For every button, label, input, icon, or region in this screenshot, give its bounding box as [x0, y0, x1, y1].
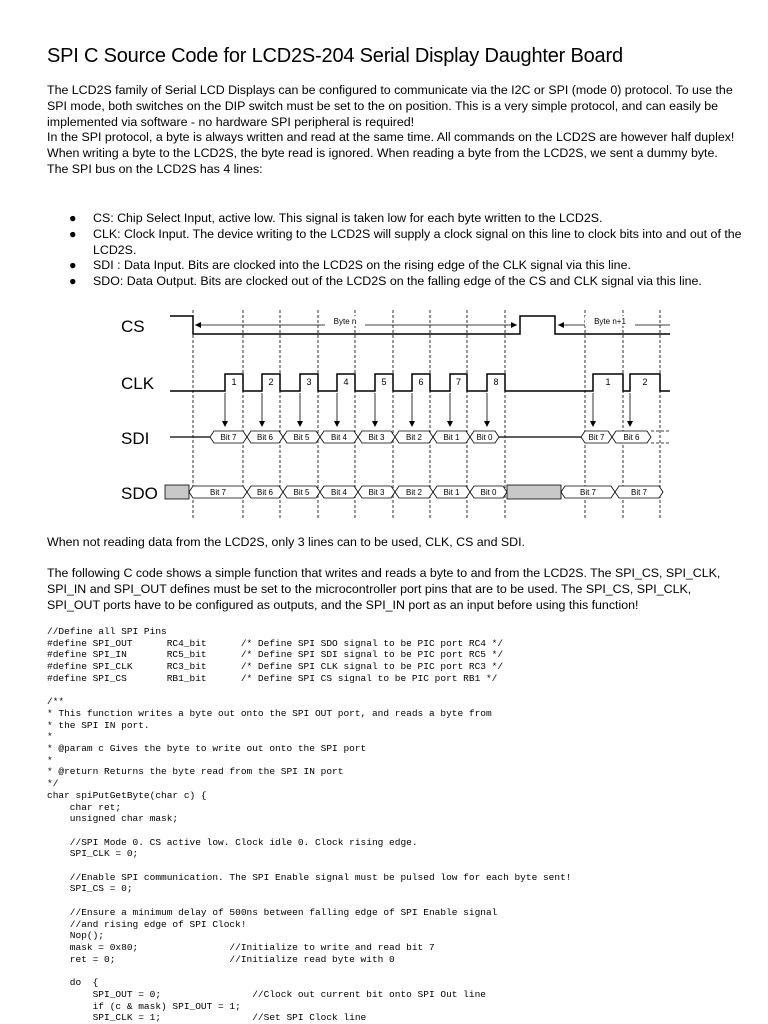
- sdo-bit-cell-label: Bit 6: [256, 488, 274, 497]
- sample-arrowhead: [590, 421, 596, 427]
- bullet-icon: ●: [69, 258, 77, 273]
- sdo-bit-cell-label: Bit 3: [368, 488, 385, 497]
- sdo-hiz-region: [507, 485, 561, 499]
- sdi-bit-cell-label: Bit 6: [256, 433, 274, 442]
- sdo-bit-cell-label: Bit 5: [293, 488, 310, 497]
- byte-n-label: Byte n: [333, 317, 357, 326]
- clock-number: 7: [455, 377, 462, 387]
- sdi-bit-cell-label: Bit 2: [405, 433, 423, 442]
- intro-paragraph-3: The SPI bus on the LCD2S has 4 lines:: [47, 161, 263, 176]
- clock-number: 4: [343, 377, 349, 387]
- sdi-bit-cell-label: Bit 0: [476, 433, 493, 442]
- byte-n1-label: Byte n+1: [594, 317, 626, 326]
- sample-arrowhead: [627, 421, 633, 427]
- list-item-text: SDO: Data Output. Bits are clocked out of the LCD2S on the falling edge of the CS and CLK signal via this line.: [93, 274, 702, 289]
- byte-n1-arrow: [558, 322, 564, 328]
- sample-arrowhead: [222, 421, 228, 427]
- sample-arrowhead: [297, 421, 303, 427]
- list-item: [47, 211, 747, 227]
- clock-number: 3: [306, 377, 312, 387]
- sdo-bit-cell-label: Bit 7: [209, 488, 227, 497]
- clock-number: 8: [493, 377, 499, 387]
- spi-lines-list: [47, 211, 747, 290]
- clock-number: 6: [418, 377, 424, 387]
- clock-number: 5: [381, 377, 387, 387]
- sdi-next-bit-cell-label: Bit 7: [588, 433, 605, 442]
- clock-number: 1: [231, 377, 237, 387]
- bullet-icon: ●: [69, 211, 77, 225]
- sdi-bit-cell-label: Bit 1: [443, 433, 460, 442]
- sdi-bit-cell-label: Bit 3: [368, 433, 385, 442]
- sample-arrowhead: [334, 421, 340, 427]
- code-listing: //Define all SPI Pins #define SPI_OUT RC4_bit /* Define SPI SDO signal to be PIC port RC4 */ #define SPI_IN RC5_bit /* Define SPI SDI signal to be PIC port RC5 */ #define SPI_CLK RC3_bit /* Define SPI CLK signal to be PIC port RC3 */ #define SPI_CS RB1_bit /* Define SPI CS signal to be PIC port RB1 */ /** * This function writes a byte out onto the SPI OUT port, and reads a byte from * the SPI IN port. * * @param c Gives the byte to write out onto the SPI port * * @return Returns the byte read from the SPI IN port */ char spiPutGetByte(char c) { char ret; unsigned char mask; //SPI Mode 0. CS active low. Clock idle 0. Clock rising edge. SPI_CLK = 0; //Enable SPI communication. The SPI Enable signal must be pulsed low for each byte sent! SPI_CS = 0; //Ensure a minimum delay of 500ns between falling edge of SPI Enable signal //and rising edge of SPI Clock! Nop(); mask = 0x80; //Initialize to write and read bit 7 ret = 0; //Initialize read byte with 0 do { SPI_OUT = 0; //Clock out current bit onto SPI Out line if (c & mask) SPI_OUT = 1; SPI_CLK = 1; //Set SPI Clock line: [47, 626, 572, 1024]
- sample-arrowhead: [409, 421, 415, 427]
- list-item: [47, 274, 747, 290]
- signal-label-cs: CS: [121, 317, 145, 336]
- spi-timing-diagram: [115, 308, 670, 523]
- bullet-icon: ●: [69, 226, 77, 241]
- three-lines-paragraph: When not reading data from the LCD2S, only 3 lines can to be used, CLK, CS and SDI.: [47, 535, 525, 549]
- sdo-bit-cell-label: Bit 1: [443, 488, 460, 497]
- sdo-bit-cell-label: Bit 0: [480, 488, 497, 497]
- clock-number: 2: [642, 377, 648, 387]
- intro-paragraph-2: In the SPI protocol, a byte is always written and read at the same time. All commands on the LCD2S are however half duplex! When writing a byte to the LCD2S, the byte read is ignored. When reading a byte from the LCD2S, we sent a dummy byte.: [47, 130, 735, 161]
- sdo-bit-cell-label: Bit 2: [405, 488, 423, 497]
- intro-paragraph-1: The LCD2S family of Serial LCD Displays can be configured to communicate via the I2C or SPI (mode 0) protocol. To use the SPI mode, both switches on the DIP switch must be set to the on position. This is a very simple protocol, and can easily be implemented via software - no hardware SPI peripheral is required!: [47, 83, 733, 129]
- clock-number: 1: [605, 377, 611, 387]
- sdi-next-bit-cell-label: Bit 6: [623, 433, 640, 442]
- sdo-hiz-region: [165, 485, 189, 499]
- list-item: [47, 227, 747, 259]
- bullet-icon: ●: [69, 274, 77, 289]
- list-item-text: SDI : Data Input. Bits are clocked into the LCD2S on the rising edge of the CLK signal via this line.: [93, 258, 631, 273]
- function-description-paragraph: The following C code shows a simple function that writes and reads a byte to and from the LCD2S. The SPI_CS, SPI_CLK, SPI_IN and SPI_OUT defines must be set to the microcontroller port pins that are to be used. The SPI_CS, SPI_CLK, SPI_OUT ports have to be configured as outputs, and the SPI_IN port as an input before using this function!: [47, 566, 721, 612]
- sdi-bit-cell-label: Bit 7: [220, 433, 237, 442]
- clock-number: 2: [268, 377, 274, 387]
- sample-arrowhead: [259, 421, 265, 427]
- sdi-bit-cell-label: Bit 4: [330, 433, 348, 442]
- signal-label-clk: CLK: [121, 374, 155, 393]
- list-item: [47, 258, 747, 274]
- signal-label-sdo: SDO: [121, 484, 158, 503]
- list-item-text: CLK: Clock Input. The device writing to the LCD2S will supply a clock signal on this line to clock bits into and out of the LCD2S.: [93, 226, 742, 257]
- signal-label-sdi: SDI: [121, 429, 150, 448]
- sample-arrowhead: [447, 421, 453, 427]
- sample-arrowhead: [484, 421, 490, 427]
- sdo-next-bit-cell-label: Bit 7: [579, 488, 597, 497]
- intro-paragraphs: [47, 83, 747, 178]
- page-title: SPI C Source Code for LCD2S-204 Serial Display Daughter Board: [47, 45, 623, 67]
- sdo-bit-cell-label: Bit 4: [330, 488, 348, 497]
- sdo-next-bit-cell-label: Bit 7: [630, 488, 648, 497]
- sample-arrowhead: [372, 421, 378, 427]
- sdi-bit-cell-label: Bit 5: [293, 433, 310, 442]
- list-item-text: CS: Chip Select Input, active low. This signal is taken low for each byte written to the LCD2S.: [93, 211, 603, 225]
